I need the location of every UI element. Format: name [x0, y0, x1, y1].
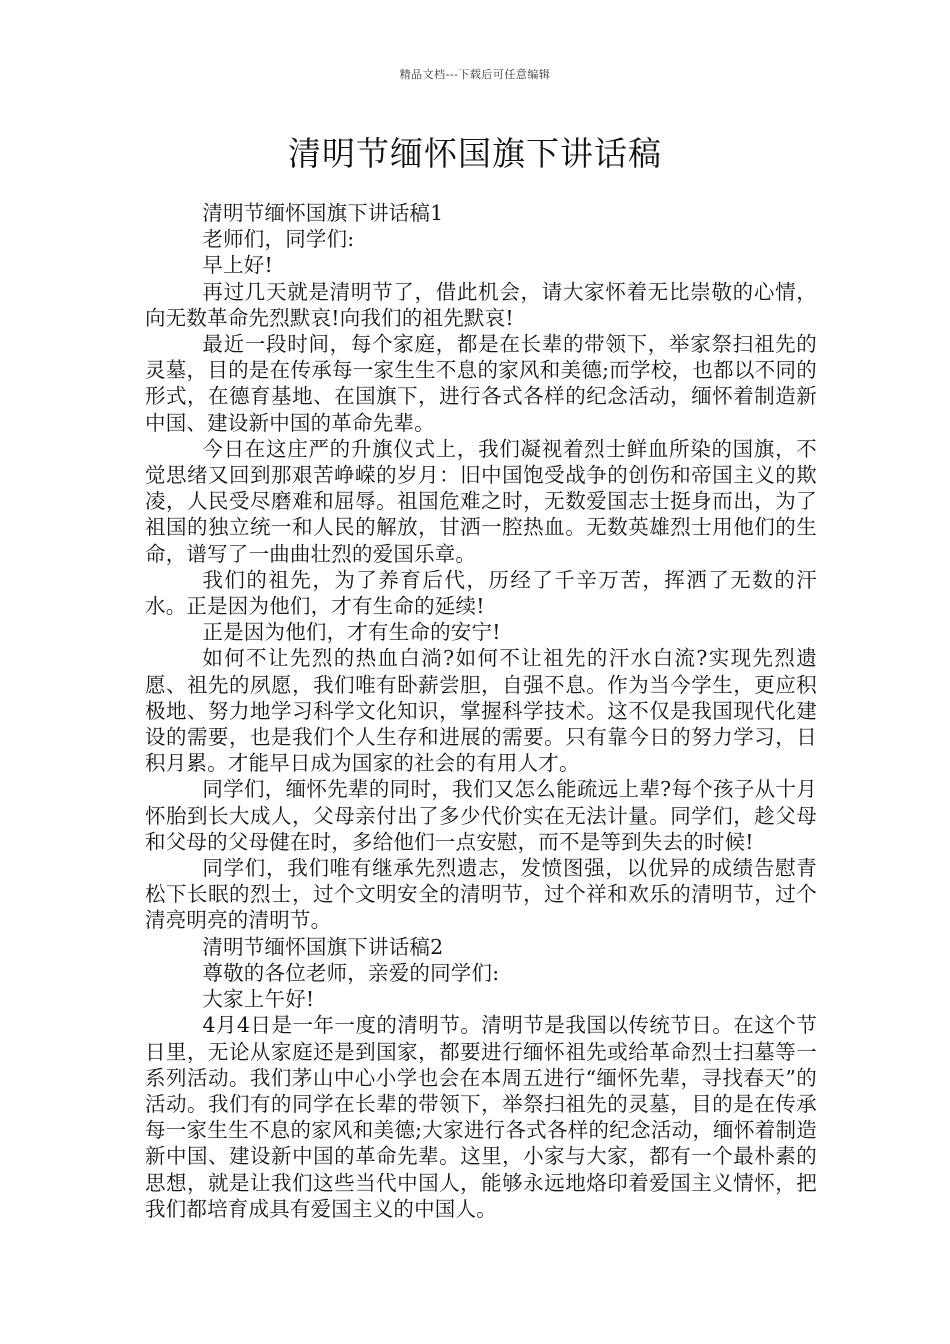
salutation: 尊敬的各位老师，亲爱的同学们:	[202, 960, 500, 985]
body-paragraph: 同学们，缅怀先辈的同时，我们又怎么能疏远上辈?每个孩子从十月怀胎到长大成人，父母亲付出了多少代价实在无法计量。同学们，趁父母和父母的父母健在时，多给他们一点安慰，而不是等到失去的时候!	[145, 777, 817, 854]
body-paragraph: 我们的祖先，为了养育后代，历经了千辛万苦，挥洒了无数的汗水。正是因为他们，才有生命的延续!	[145, 567, 817, 619]
body-paragraph: 同学们，我们唯有继承先烈遗志，发愤图强，以优异的成绩告慰青松下长眠的烈士，过个文明安全的清明节，过个祥和欢乐的清明节，过个清亮明亮的清明节。	[145, 856, 817, 933]
header-note: 精品文档---下载后可任意编辑	[399, 68, 551, 81]
greeting: 早上好!	[202, 253, 273, 278]
body-paragraph: 正是因为他们，才有生命的安宁!	[202, 620, 501, 645]
body-paragraph: 今日在这庄严的升旗仪式上，我们凝视着烈士鲜血所染的国旗，不觉思绪又回到那艰苦峥嵘的岁月：旧中国饱受战争的创伤和帝国主义的欺凌，人民受尽磨难和屈辱。祖国危难之时，无数爱国志士挺身而出，为了祖国的独立统一和人民的解放，甘洒一腔热血。无数英雄烈士用他们的生命，谱写了一曲曲壮烈的爱国乐章。	[145, 436, 817, 566]
greeting: 大家上午好!	[202, 987, 315, 1012]
body-paragraph: 如何不让先烈的热血白淌?如何不让祖先的汗水白流?实现先烈遗愿、祖先的夙愿，我们唯有卧薪尝胆，自强不息。作为当今学生，更应积极地、努力地学习科学文化知识，掌握科学技术。这不仅是我国现代化建设的需要，也是我们个人生存和进展的需要。只有靠今日的努力学习，日积月累。才能早日成为国家的社会的有用人才。	[145, 646, 817, 776]
body-paragraph: 再过几天就是清明节了，借此机会，请大家怀着无比崇敬的心情，向无数革命先烈默哀!向我们的祖先默哀!	[145, 279, 817, 330]
document-body	[145, 200, 817, 1222]
salutation: 老师们，同学们:	[202, 227, 355, 252]
section-heading-1: 清明节缅怀国旗下讲话稿1	[202, 201, 444, 225]
body-paragraph: 最近一段时间，每个家庭，都是在长辈的带领下，举家祭扫祖先的灵墓，目的是在传承每一家生生不息的家风和美德;而学校，也都以不同的形式，在德育基地、在国旗下，进行各式各样的纪念活动，缅怀着制造新中国、建设新中国的革命先辈。	[145, 332, 817, 435]
body-paragraph: 4月4日是一年一度的清明节。清明节是我国以传统节日。在这个节日里，无论从家庭还是到国家，都要进行缅怀祖先或给革命烈士扫墓等一系列活动。我们茅山中心小学也会在本周五进行“缅怀先辈，寻找春天”的活动。我们有的同学在长辈的带领下，举祭扫祖先的灵墓，目的是在传承每一家生生不息的家风和美德;大家进行各式各样的纪念活动，缅怀着制造新中国、建设新中国的革命先辈。这里，小家与大家，都有一个最朴素的思想，就是让我们这些当代中国人，能够永远地烙印着爱国主义情怀，把我们都培育成具有爱国主义的中国人。	[145, 1013, 817, 1221]
document-title: 清明节缅怀国旗下讲话稿	[288, 134, 662, 173]
section-heading-2: 清明节缅怀国旗下讲话稿2	[202, 934, 444, 959]
